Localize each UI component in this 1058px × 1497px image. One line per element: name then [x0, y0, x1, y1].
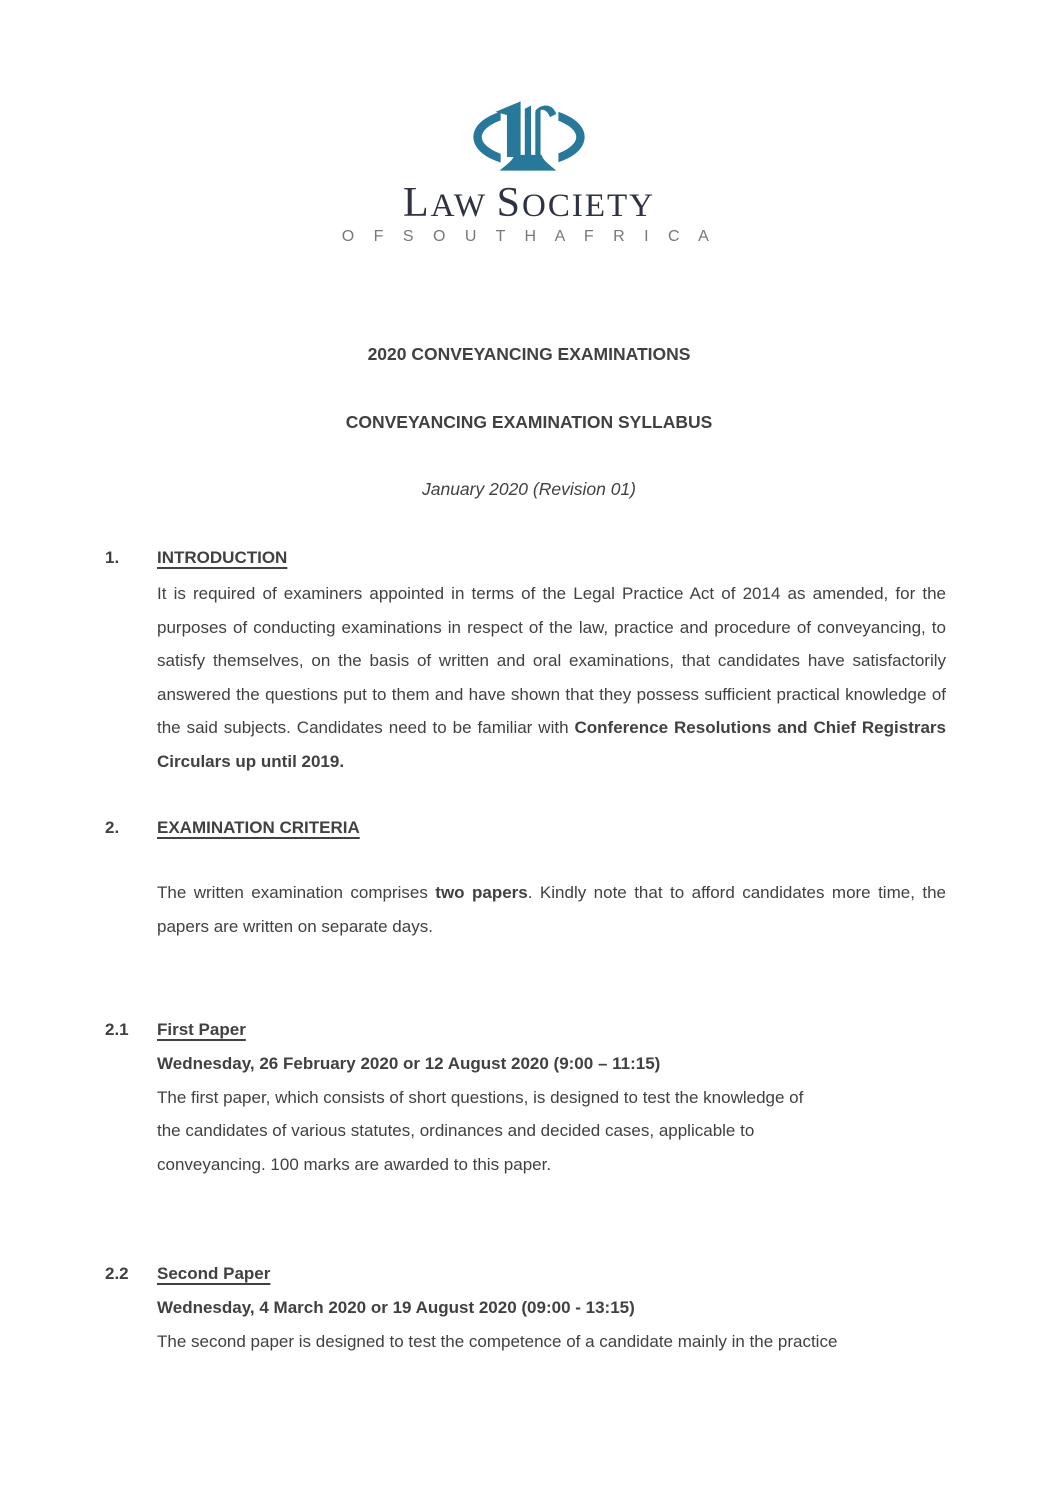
introduction-bold-text: Conference Resolutions and Chief Registrars Circulars up until 2019.	[157, 718, 946, 771]
section-heading: First Paper	[157, 1020, 246, 1039]
document-title: 2020 CONVEYANCING EXAMINATIONS	[367, 344, 691, 364]
section-heading: EXAMINATION CRITERIA	[157, 818, 360, 837]
section-second-paper	[105, 1257, 946, 1358]
logo-letters: AW	[430, 188, 497, 224]
introduction-paragraph	[157, 577, 946, 778]
section-number: 2.1	[105, 1020, 129, 1039]
section-examination-criteria	[105, 811, 946, 845]
introduction-text: It is required of examiners appointed in terms of the Legal Practice Act of 2014 as amended, for the purposes of conducting examinations in respect of the law, practice and procedure of conveyancing, to satisfy themselves, on the basis of written and oral examinations, that candidates have satisfactorily answered the questions put to them and have shown that they possess sufficient practical knowledge of the said subjects. Candidates need to be familiar with	[157, 584, 946, 737]
logo-letters: OCIETY	[522, 188, 655, 224]
section-number: 2.	[105, 818, 120, 837]
pillar-ellipse-logo-icon	[473, 94, 585, 178]
first-paper-line: the candidates of various statutes, ordinances and decided cases, applicable to	[157, 1121, 755, 1140]
logo-wordmark	[0, 182, 1058, 224]
second-paper-schedule: Wednesday, 4 March 2020 or 19 August 2020 (09:00 - 13:15)	[157, 1298, 635, 1317]
first-paper-line: conveyancing. 100 marks are awarded to this paper.	[157, 1154, 552, 1174]
second-paper-text: The second paper is designed to test the competence of a candidate mainly in the practice	[157, 1331, 838, 1351]
section-number: 1.	[105, 548, 120, 567]
document-subtitle: CONVEYANCING EXAMINATION SYLLABUS	[345, 412, 713, 432]
section-number: 2.2	[105, 1264, 129, 1283]
first-paper-line: The first paper, which consists of short questions, is designed to test the knowledge of	[157, 1087, 804, 1107]
logo-letter: L	[403, 180, 431, 226]
section-heading: INTRODUCTION	[157, 548, 288, 567]
first-paper-schedule: Wednesday, 26 February 2020 or 12 August 2020 (9:00 – 11:15)	[157, 1054, 661, 1073]
logo-letter: S	[496, 180, 523, 226]
section-introduction	[105, 541, 946, 575]
section-heading: Second Paper	[157, 1264, 271, 1283]
revision-note: January 2020 (Revision 01)	[421, 479, 636, 499]
document-body	[105, 541, 946, 1358]
logo-subtitle: O F S O U T H A F R I C A	[341, 228, 717, 245]
criteria-text: The written examination comprises	[157, 883, 436, 902]
criteria-text-end: . Kindly note that to afford candidates more time, the papers are written on separate days.	[157, 883, 946, 936]
criteria-paragraph	[157, 876, 946, 943]
section-first-paper	[105, 1013, 946, 1181]
law-society-logo	[0, 94, 1058, 246]
criteria-bold-text: two papers	[435, 883, 528, 902]
